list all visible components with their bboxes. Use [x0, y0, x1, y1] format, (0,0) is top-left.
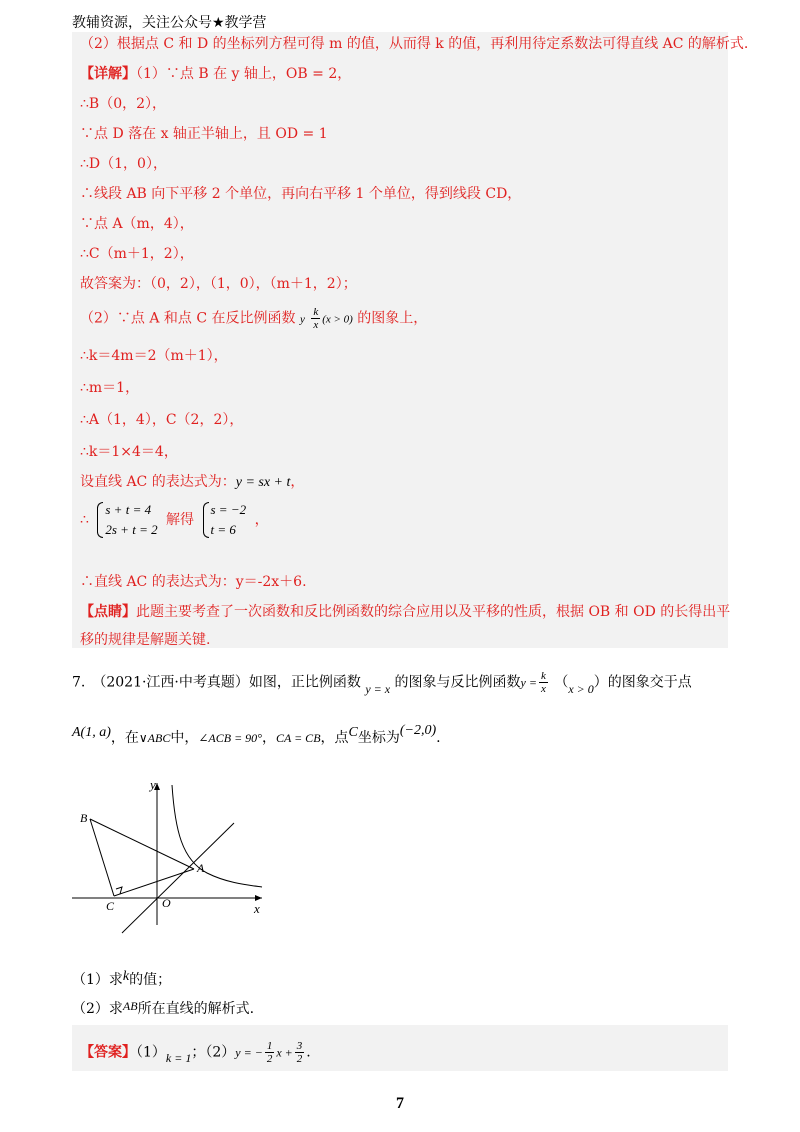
comment-line-2: 移的规律是解题关键. — [80, 632, 211, 648]
k-over-x: $\frac{k}{x}$ — [313, 306, 319, 331]
solution-line: ∴B（0，2）， — [80, 96, 167, 112]
solution-line: ∴k＝1×4＝4， — [80, 444, 178, 460]
segment-BC — [90, 819, 114, 896]
detail-text: ∵点 B 在 y 轴上，OB = 2， — [165, 66, 352, 82]
label-A: A — [197, 861, 205, 875]
solution-line: 故答案为：（0，2），（1，0），（m＋1，2）； — [80, 276, 357, 292]
solution-line-expr: 设直线 AC 的表达式为：y = sx + t， — [80, 474, 305, 490]
detail-prefix: （1） — [136, 66, 166, 82]
solution-line-func: （2）∵点 A 和点 C 在反比例函数 y $\frac{k}{x}$ (x > 0) 的图象上， — [80, 306, 428, 331]
system-2: s = −2 t = 6 — [203, 500, 247, 540]
segment-BA — [90, 819, 194, 869]
solution-line: ∴k＝4m＝2（m＋1）， — [80, 348, 228, 364]
solution-line: ∴D（1，0）， — [80, 156, 167, 172]
solution-line: ∵点 D 落在 x 轴正半轴上，且 OD = 1 — [80, 126, 328, 142]
solution-line-2: （2）根据点 C 和 D 的坐标列方程可得 m 的值，从而得 k 的值，再利用待定系数法可得直线 AC 的解析式. — [80, 36, 749, 52]
solution-line: ∴直线 AC 的表达式为：y＝-2x＋6. — [80, 574, 307, 590]
geometry-figure — [72, 775, 272, 935]
sub-question-1: （1）求k的值； — [72, 969, 172, 988]
answer-tag: 【答案】 — [80, 1044, 136, 1061]
label-O: O — [162, 896, 171, 910]
solution-line: ∴A（1，4），C（2，2）， — [80, 412, 244, 428]
line-y-equals-x — [122, 823, 234, 933]
segment-CA — [114, 869, 194, 896]
header-watermark: 教辅资源，关注公众号★教学营 — [72, 15, 267, 31]
equation-system-line: ∴ s + t = 4 2s + t = 2 解得 s = −2 t = 6 ， — [80, 500, 269, 540]
page-number: 7 — [396, 1095, 404, 1112]
label-x: x — [254, 901, 260, 916]
solution-line: ∴C（m＋1，2）， — [80, 246, 194, 262]
question-7-line-1: 7. （2021·江西·中考真题）如图，正比例函数 y = x 的图象与反比例函数y = $\frac{k}{x}$ （x > 0）的图象交于点 — [72, 670, 692, 696]
detail-tag: 【详解】 — [80, 66, 136, 82]
solution-line: ∵点 A（m，4）， — [80, 216, 194, 232]
comment-tag: 【点睛】 — [80, 604, 136, 620]
label-C: C — [106, 899, 115, 913]
label-y: y — [150, 777, 156, 792]
solution-line: ∴线段 AB 向下平移 2 个单位，再向右平移 1 个单位，得到线段 CD， — [80, 186, 522, 202]
right-angle-mark — [116, 887, 122, 894]
sub-question-2: （2）求AB所在直线的解析式. — [72, 999, 255, 1017]
question-7-line-2: A(1, a)，在∨ABC中，∠ACB = 90°，CA = CB，点C坐标为(−2,0). — [72, 723, 441, 746]
answer-line: 【答案】（1）k = 1；（2）y = − $\frac{1}{2}$ x + $\frac{3}{2}$ . — [80, 1040, 311, 1065]
comment-line-1: 【点睛】此题主要考查了一次函数和反比例函数的综合应用以及平移的性质，根据 OB 和 OD 的长得出平 — [80, 604, 731, 620]
detail-line-1 — [80, 64, 351, 84]
label-B: B — [80, 811, 88, 825]
system-1: s + t = 4 2s + t = 2 — [97, 500, 157, 540]
solution-line: ∴m＝1， — [80, 380, 140, 396]
